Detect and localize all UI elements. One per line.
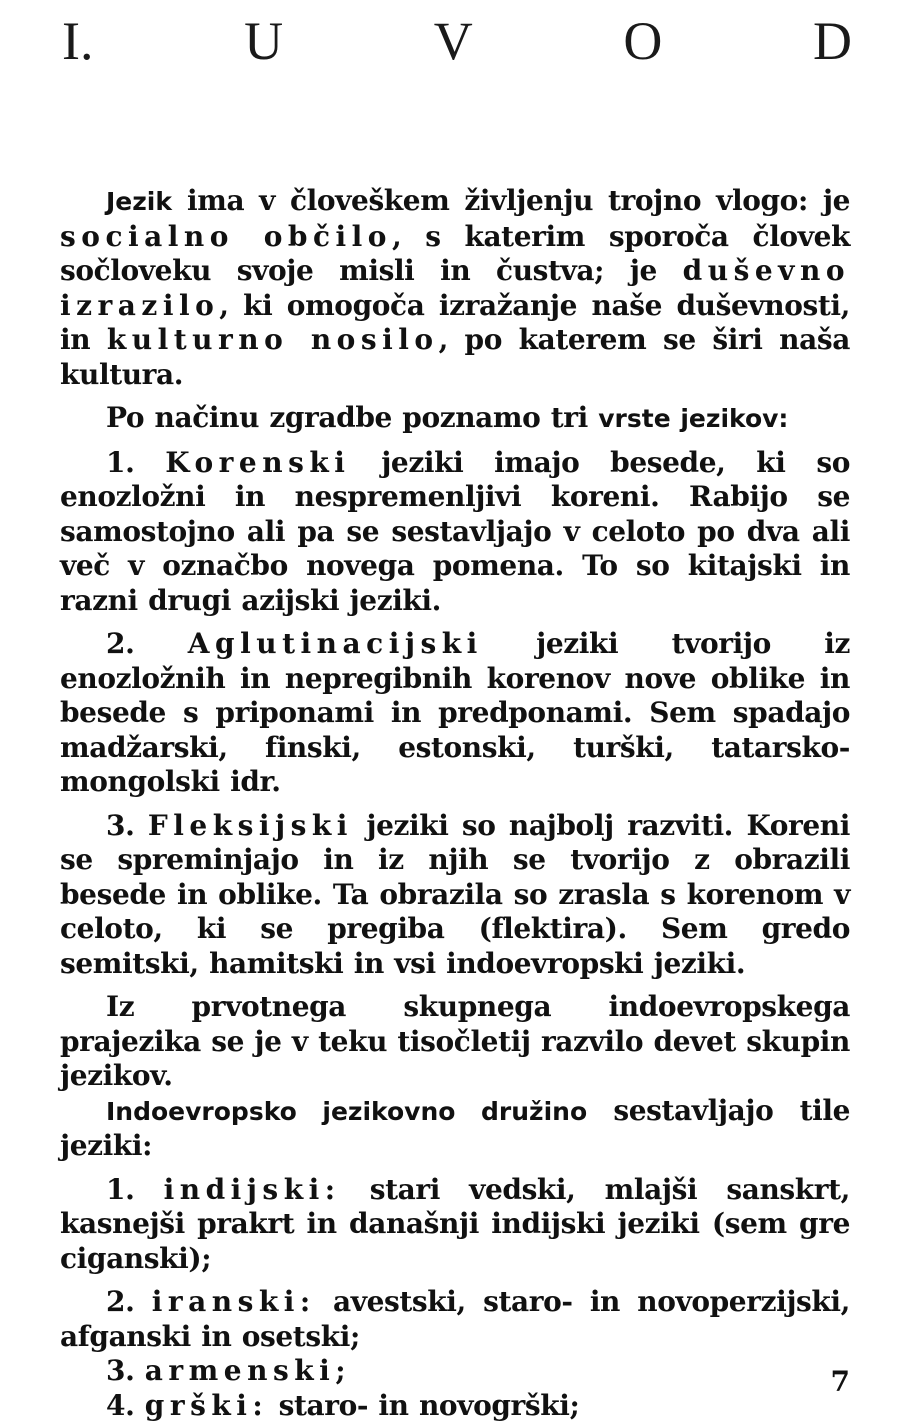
text-run: stari vedski, mlajši sanskrt, kasnejši prakrt in današnji indijski jeziki (sem gre ciganski); — [60, 1173, 850, 1275]
list-item-grski — [60, 1389, 850, 1423]
text-run: staro- in novogrški; — [268, 1389, 579, 1422]
spaced-term: socialno občilo — [60, 220, 392, 253]
paragraph-proto-language — [60, 990, 850, 1094]
text-run: , ki omogoča izražanje naše duševnosti, in — [60, 289, 850, 357]
list-number: 2. — [106, 627, 188, 660]
term-indoevropsko-druzino: Indoevropsko jezikovno družino — [106, 1097, 587, 1126]
text-run: avestski, staro- in novoperzijski, afganski in osetski; — [60, 1285, 850, 1353]
text-run: jeziki imajo besede, ki so enozložni in nespremenljivi koreni. Rabijo se samostojno ali pa se sestavljajo v celoto po dva ali več v označbo novega pomena. To so kitajski in razni drugi azijski jeziki. — [60, 446, 850, 617]
text-run: jeziki tvorijo iz enozložnih in nepregibnih korenov nove oblike in besede s priponami in predponami. Sem spadajo madžarski, finski, estonski, turški, tatarsko-mongolski idr. — [60, 627, 850, 798]
list-item-armenski — [60, 1354, 850, 1389]
chapter-title-letter: U — [244, 10, 283, 72]
chapter-title-letter: O — [623, 10, 662, 72]
spaced-term: iranski: — [152, 1285, 316, 1318]
list-item-iranski — [60, 1285, 850, 1354]
text-run: Po načinu zgradbe poznamo tri — [106, 401, 598, 434]
list-number: 4. — [106, 1389, 145, 1422]
text-run: ima v človeškem življenju trojno vlogo: je — [172, 184, 850, 217]
text-run: Iz prvotnega skupnega indoevropskega prajezika se je v teku tisočletij razvilo devet skupin jezikov. — [60, 990, 850, 1092]
spaced-term: grški: — [145, 1389, 268, 1422]
chapter-title-letter: D — [813, 10, 852, 72]
paragraph-type-2 — [60, 627, 850, 800]
paragraph-type-1 — [60, 446, 850, 619]
text-run: sestavljajo tile jeziki: — [60, 1094, 850, 1163]
text-run: , po katerem se širi naša kultura. — [60, 323, 850, 391]
spaced-term: duševno izrazilo — [60, 254, 850, 322]
paragraph-language-types — [60, 401, 850, 437]
paragraph-type-3 — [60, 809, 850, 982]
text-run: jeziki so najbolj razviti. Koreni se spreminjajo in iz njih se tvorijo z obrazili besede in oblike. Ta obrazila so zrasla s korenom v celoto, ki se pregiba (flektira). Sem gredo semitski, hamitski in vsi indoevropski jeziki. — [60, 809, 850, 980]
list-number: 1. — [106, 1173, 164, 1206]
term-vrste-jezikov: vrste jezikov: — [598, 404, 788, 433]
list-item-indijski — [60, 1173, 850, 1277]
chapter-title — [62, 6, 852, 76]
spaced-term: Aglutinacijski — [188, 627, 483, 660]
body-text — [60, 184, 850, 1423]
page-number: 7 — [831, 1365, 850, 1398]
spaced-term: armenski; — [145, 1354, 351, 1387]
paragraph-language-roles — [60, 184, 850, 392]
chapter-title-letter: V — [434, 10, 473, 72]
list-number: 3. — [106, 1354, 145, 1387]
spaced-term: indijski: — [164, 1173, 341, 1206]
term-jezik: Jezik — [106, 187, 172, 216]
text-run: , s katerim sporoča človek sočloveku svoje misli in čustva; je — [60, 220, 850, 288]
list-number: 1. — [106, 446, 165, 479]
chapter-title-letter: I. — [62, 10, 93, 72]
list-number: 3. — [106, 809, 148, 842]
spaced-term: Fleksijski — [148, 809, 353, 842]
paragraph-indoeuropean-family — [60, 1094, 850, 1164]
spaced-term: kulturno nosilo — [107, 323, 439, 356]
list-number: 2. — [106, 1285, 152, 1318]
spaced-term: Korenski — [165, 446, 350, 479]
